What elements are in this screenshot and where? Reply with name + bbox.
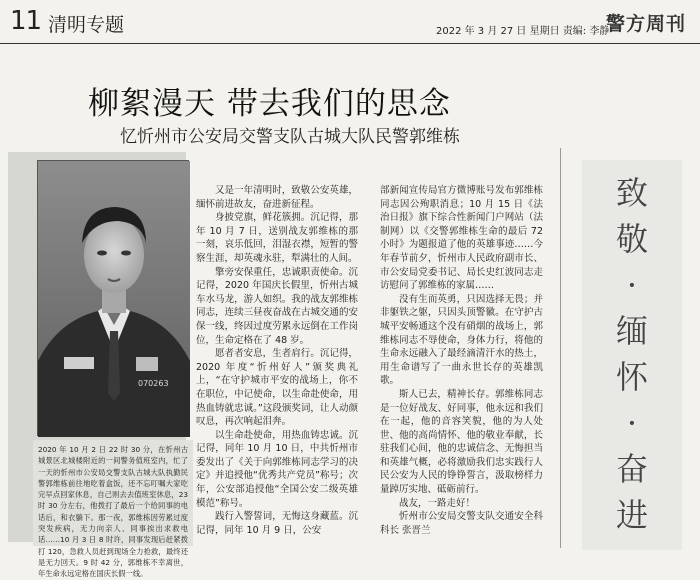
column-divider bbox=[560, 148, 561, 548]
paragraph: 擎旁安保重任，忠诚职责使命。沉记得，2020 年国庆长假里，忻州古城车水马龙，游人如织。我的战友郭维栋同志，连续三昼夜奋战在古城交通的安保一线，终因过度劳累永远倒在工作岗位，生命定格在了 48 岁。 bbox=[196, 266, 358, 346]
page-number: 11 bbox=[10, 6, 42, 36]
paragraph: 身披党旗，鲜花簇拥。沉记得，那年 10 月 7 日，送别战友郭维栋的那一刻，哀乐低回，泪湿衣襟，短暂的警察生涯，却英魂永驻，犁满壮的人间。 bbox=[196, 212, 358, 264]
photo-caption: 2020 年 10 月 2 日 22 时 30 分，在忻州古城景区北城楼附近的一间警务值班室内，忙了一天的忻州市公安局交警支队古城大队执勤民警郭维栋前往地吃着盒饭，还不忘叮嘱大家吃完早点回家休息，自己则去去值班室休息，23 时 30 分左右，他拨打了最后一个给同事的电话后，和衣躺下。那一夜，郭维栋因劳累过度突发疾病，无力向亲人、同事挨出求救电话……10 月 3 日 8 时许，同事发现后赶紧拨打 120，急救人员赶到现场全力抢救，最终还是无力回天。9 时 42 分，郭维栋不幸离世，年生命永远定格在国庆长假一线。 bbox=[33, 440, 193, 546]
tribute-char: 怀 bbox=[615, 358, 648, 396]
column-name: 清明专题 bbox=[48, 14, 125, 36]
officer-portrait bbox=[37, 160, 189, 436]
tribute-char: 敬 bbox=[615, 220, 648, 258]
date-line: 2022 年 3 月 27 日 星期日 责编: 李静 bbox=[436, 26, 610, 37]
tribute-calligraphy bbox=[604, 170, 660, 538]
tribute-char: 缅 bbox=[615, 312, 648, 350]
paragraph: 部新闻宣传局官方微博账号发布郭维栋同志因公殉职消息；10 月 15 日《法治日报》旗下综合性新闻门户网站（法制网）以《交警郭维栋生命的最后 72 小时》为题报道了他的英雄事迹……今年春节前夕，忻州市人民政府副市长、市公安局党委书记、局长史红波同志走访慰问了郭维栋的家属…… bbox=[380, 185, 543, 292]
article-column-1 bbox=[196, 184, 358, 552]
tribute-char: 奋 bbox=[615, 450, 648, 488]
tribute-char: · bbox=[626, 404, 638, 442]
paragraph: 斯人已去，精神长存。郭维栋同志是一位好战友、好同事，他永远和我们在一起，他的音容笑貌，他的为人处世、他的高尚情怀、他的敬业奉献，长驻我们心间，他的忠诚信念、无悔担当和英雄气概，必将激励我们忠实践行人民公安为人民的铮铮誓言，汲取榜样力量踔厉实地、砥砺前行。 bbox=[380, 388, 543, 496]
paragraph: 战友，一路走好！ bbox=[399, 497, 476, 509]
article-column-2 bbox=[380, 184, 543, 552]
tribute-char: · bbox=[626, 266, 638, 304]
paragraph: 又是一年清明时，致敬公安英雄，缅怀前进故友，奋进新征程。 bbox=[196, 185, 358, 210]
masthead-logo: 警方周刊 bbox=[606, 13, 687, 35]
author-signature: 忻州市公安局交警支队交通安全科科长 张晋兰 bbox=[380, 511, 543, 536]
portrait-illustration bbox=[38, 161, 190, 437]
paragraph: 以生命赴使命，用热血铸忠诚。沉记得，同年 10 月 10 日，中共忻州市委发出了《关于向郭维栋同志学习的决定》并追授他“优秀共产党员”称号；次年，公安部追授他“全国公安二级英雄模范”称号。 bbox=[196, 429, 358, 509]
tribute-char: 进 bbox=[615, 496, 648, 534]
paragraph: 践行入警誓词，无悔这身藏蓝。沉记得，同年 10 月 9 日，公安 bbox=[196, 511, 358, 536]
paragraph: 没有生而英勇，只因选择无畏；并非躯铁之躯，只因头顶警徽。在守护古城平安畅通这个没有硝烟的战场上，郭维栋同志不辱使命，身体力行，将他的生命永远融入了最经滴清汗水的热土，用生命谱写了一曲永世长存的英雄凯歌。 bbox=[380, 293, 543, 387]
paragraph: 愿者者安息，生者肩行。沉记得，2020 年度“忻州好人”颁奖典礼上，“在守护城市平安的战场上，你不在职位，中记使命，以生命赴使命，用热血铸就忠诚。”这段颁奖词，让人动颜叹息，再次响起泪奔。 bbox=[196, 348, 358, 428]
article-subtitle: 忆忻州市公安局交警支队古城大队民警郭维栋 bbox=[120, 127, 460, 147]
article-title: 柳絮漫天 带去我们的思念 bbox=[88, 86, 451, 122]
badge-number: 070263 bbox=[138, 379, 169, 388]
page-header bbox=[0, 0, 700, 44]
tribute-char: 致 bbox=[615, 174, 648, 212]
